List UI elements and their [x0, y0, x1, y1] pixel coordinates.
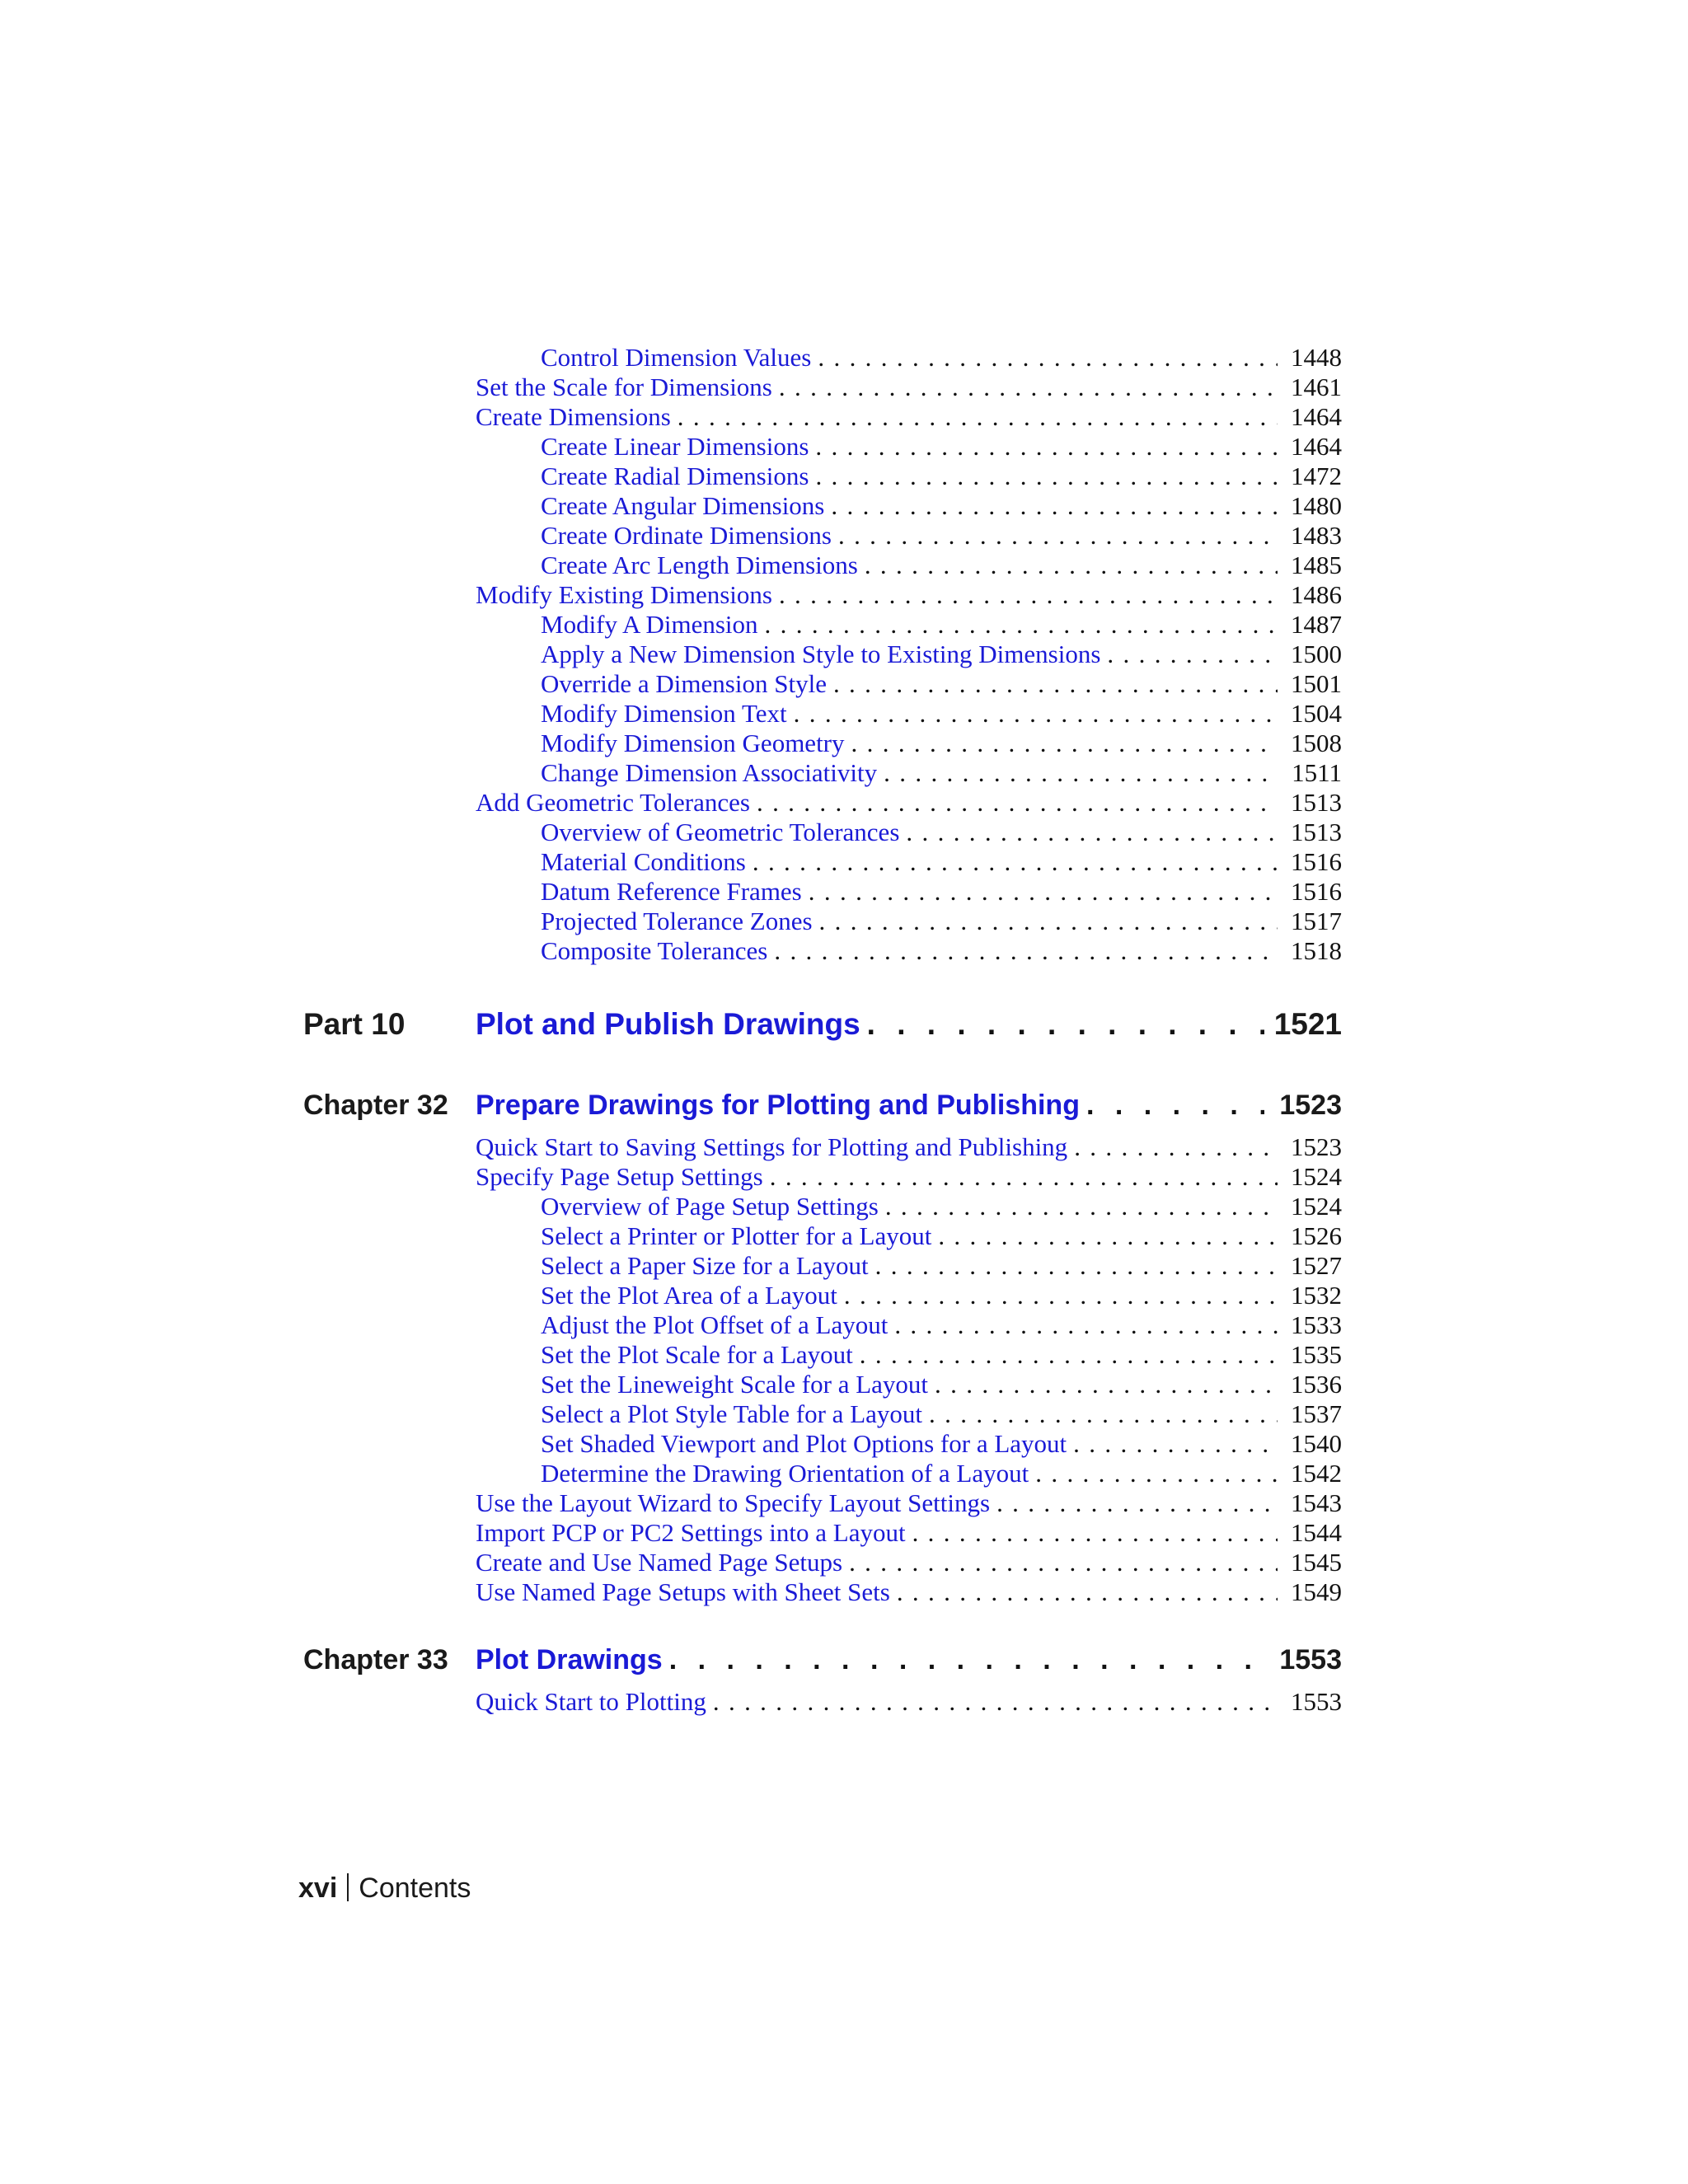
toc-entry[interactable]	[303, 788, 1342, 818]
dot-leader	[1073, 1429, 1278, 1459]
toc-entry-title[interactable]: Projected Tolerance Zones	[541, 907, 813, 935]
toc-entry-page: 1448	[1291, 343, 1342, 372]
footer-label: Contents	[359, 1872, 471, 1904]
chapter-title[interactable]: Prepare Drawings for Plotting and Publishing	[476, 1090, 1080, 1121]
toc-entry[interactable]	[303, 907, 1342, 936]
dot-leader	[809, 877, 1278, 907]
toc-entry[interactable]	[303, 1370, 1342, 1399]
dot-leader	[884, 758, 1278, 788]
toc-entry-page: 1483	[1291, 521, 1342, 550]
dot-leader	[849, 1548, 1278, 1577]
toc-entry[interactable]	[303, 373, 1342, 402]
toc-entry-title[interactable]: Override a Dimension Style	[541, 669, 827, 698]
toc-entry-title[interactable]: Control Dimension Values	[541, 343, 812, 372]
toc-entry-page: 1504	[1291, 699, 1342, 728]
dot-leader	[757, 788, 1278, 818]
toc-entry-title[interactable]: Create and Use Named Page Setups	[476, 1548, 843, 1577]
toc-entry-title[interactable]: Set the Scale for Dimensions	[476, 373, 772, 401]
toc-entry[interactable]	[303, 580, 1342, 610]
toc-entry[interactable]	[303, 1310, 1342, 1340]
toc-entry-page: 1524	[1291, 1162, 1342, 1191]
dot-leader	[753, 847, 1278, 877]
toc-entry[interactable]	[303, 521, 1342, 551]
part-page-number: 1521	[1273, 1007, 1342, 1041]
part-number: Part 10	[303, 1007, 406, 1041]
chapter-number: Chapter 32	[303, 1090, 448, 1121]
chapter-page-number: 1523	[1279, 1090, 1342, 1121]
toc-entry[interactable]	[303, 1162, 1342, 1192]
toc-entry[interactable]	[303, 1459, 1342, 1488]
dot-leader	[1086, 1090, 1264, 1122]
toc-entry-page: 1537	[1291, 1399, 1342, 1428]
toc-entry-title[interactable]: Create Ordinate Dimensions	[541, 521, 832, 550]
toc-entry-page: 1540	[1291, 1429, 1342, 1458]
toc-entry-title[interactable]: Specify Page Setup Settings	[476, 1162, 763, 1191]
dot-leader	[779, 373, 1278, 402]
dot-leader	[831, 491, 1278, 521]
toc-entry-page: 1472	[1291, 462, 1342, 490]
toc-entry-title[interactable]: Overview of Page Setup Settings	[541, 1192, 879, 1221]
toc-section-chapter-33	[303, 1687, 1342, 1717]
toc-entry-page: 1533	[1291, 1310, 1342, 1339]
chapter-32-heading[interactable]	[303, 1090, 1342, 1126]
toc-entry[interactable]	[303, 1132, 1342, 1162]
toc-entry-page: 1501	[1291, 669, 1342, 698]
toc-entry-title[interactable]: Datum Reference Frames	[541, 877, 802, 906]
dot-leader	[765, 610, 1278, 640]
toc-entry-page: 1480	[1291, 491, 1342, 520]
toc-entry-title[interactable]: Apply a New Dimension Style to Existing Dimensions	[541, 640, 1101, 668]
toc-entry-title[interactable]: Import PCP or PC2 Settings into a Layout	[476, 1518, 906, 1547]
dot-leader	[779, 580, 1278, 610]
dot-leader	[815, 432, 1278, 462]
dot-leader	[1107, 640, 1278, 669]
toc-entry-page: 1544	[1291, 1518, 1342, 1547]
toc-entry-title[interactable]: Select a Paper Size for a Layout	[541, 1251, 869, 1280]
dot-leader	[838, 521, 1278, 551]
toc-entry[interactable]	[303, 640, 1342, 669]
toc-entry[interactable]	[303, 669, 1342, 699]
toc-entry-page: 1553	[1291, 1687, 1342, 1716]
toc-entry-page: 1523	[1291, 1132, 1342, 1161]
chapter-title[interactable]: Plot Drawings	[476, 1644, 663, 1675]
toc-entry[interactable]	[303, 847, 1342, 877]
toc-entry-page: 1549	[1291, 1577, 1342, 1606]
toc-entry-page: 1486	[1291, 580, 1342, 609]
toc-entry-page: 1526	[1291, 1221, 1342, 1250]
toc-entry[interactable]	[303, 936, 1342, 966]
toc-entry-title[interactable]: Select a Printer or Plotter for a Layout	[541, 1221, 932, 1250]
dot-leader	[906, 818, 1278, 847]
toc-entry[interactable]	[303, 462, 1342, 491]
toc-entry[interactable]	[303, 1429, 1342, 1459]
dot-leader	[815, 462, 1278, 491]
toc-entry-page: 1511	[1292, 758, 1342, 787]
toc-entry-page: 1513	[1291, 818, 1342, 846]
page-folio: xvi	[298, 1872, 338, 1904]
toc-entry-page: 1516	[1291, 847, 1342, 876]
toc-entry-title[interactable]: Composite Tolerances	[541, 936, 768, 965]
toc-entry[interactable]	[303, 1340, 1342, 1370]
toc-entry-page: 1513	[1291, 788, 1342, 817]
toc-entry-page: 1485	[1291, 551, 1342, 579]
toc-entry[interactable]	[303, 343, 1342, 373]
toc-entry[interactable]	[303, 610, 1342, 640]
toc-entry-title[interactable]: Set the Lineweight Scale for a Layout	[541, 1370, 929, 1399]
toc-entry[interactable]	[303, 1221, 1342, 1251]
toc-entry[interactable]	[303, 551, 1342, 580]
dot-leader	[865, 551, 1278, 580]
toc-entry-title[interactable]: Change Dimension Associativity	[541, 758, 878, 787]
toc-entry-title[interactable]: Modify Dimension Text	[541, 699, 787, 728]
toc-entry-page: 1542	[1291, 1459, 1342, 1488]
toc-entry-page: 1517	[1291, 907, 1342, 935]
dot-leader	[935, 1370, 1278, 1399]
toc-entry[interactable]	[303, 1518, 1342, 1548]
toc-entry-title[interactable]: Create Radial Dimensions	[541, 462, 809, 490]
toc-entry-title[interactable]: Create Arc Length Dimensions	[541, 551, 858, 579]
toc-entry-page: 1516	[1291, 877, 1342, 906]
dot-leader	[851, 729, 1278, 758]
dot-leader	[669, 1644, 1264, 1676]
toc-entry-page: 1532	[1291, 1281, 1342, 1310]
toc-entry[interactable]	[303, 1399, 1342, 1429]
toc-entry-page: 1518	[1291, 936, 1342, 965]
dot-leader	[912, 1518, 1278, 1548]
toc-entry-title[interactable]: Modify Existing Dimensions	[476, 580, 772, 609]
toc-entry-title[interactable]: Create Angular Dimensions	[541, 491, 825, 520]
toc-entry-title[interactable]: Set Shaded Viewport and Plot Options for a Layout	[541, 1429, 1067, 1458]
toc-entry[interactable]	[303, 1251, 1342, 1281]
toc-section-chapter-32	[303, 1132, 1342, 1607]
toc-entry-title[interactable]: Overview of Geometric Tolerances	[541, 818, 900, 846]
toc-entry-title[interactable]: Select a Plot Style Table for a Layout	[541, 1399, 923, 1428]
toc-entry[interactable]	[303, 818, 1342, 847]
toc-entry-title[interactable]: Adjust the Plot Offset of a Layout	[541, 1310, 889, 1339]
toc-section-dimensions	[303, 343, 1342, 966]
toc-entry-page: 1535	[1291, 1340, 1342, 1369]
dot-leader	[794, 699, 1278, 729]
toc-entry-page: 1487	[1291, 610, 1342, 639]
toc-entry[interactable]	[303, 491, 1342, 521]
dot-leader	[678, 402, 1278, 432]
chapter-33-heading[interactable]	[303, 1644, 1342, 1680]
toc-entry-title[interactable]: Create Linear Dimensions	[541, 432, 809, 461]
toc-entry[interactable]	[303, 1577, 1342, 1607]
toc-entry-page: 1508	[1291, 729, 1342, 757]
dot-leader	[996, 1488, 1278, 1518]
toc-entry-title[interactable]: Use the Layout Wizard to Specify Layout Settings	[476, 1488, 991, 1517]
toc-entry[interactable]	[303, 1548, 1342, 1577]
chapter-page-number: 1553	[1279, 1644, 1342, 1675]
toc-entry[interactable]	[303, 1687, 1342, 1717]
dot-leader	[929, 1399, 1278, 1429]
dot-leader	[1074, 1132, 1278, 1162]
toc-entry-page: 1464	[1291, 402, 1342, 431]
toc-entry-page: 1545	[1291, 1548, 1342, 1577]
dot-leader	[818, 343, 1278, 373]
dot-leader	[1035, 1459, 1278, 1488]
toc-entry[interactable]	[303, 699, 1342, 729]
toc-entry[interactable]	[303, 1488, 1342, 1518]
toc-entry-page: 1527	[1291, 1251, 1342, 1280]
toc-entry[interactable]	[303, 729, 1342, 758]
toc-entry-title[interactable]: Set the Plot Scale for a Layout	[541, 1340, 853, 1369]
toc-entry-title[interactable]: Use Named Page Setups with Sheet Sets	[476, 1577, 890, 1606]
dot-leader	[833, 669, 1278, 699]
toc-entry-title[interactable]: Set the Plot Area of a Layout	[541, 1281, 837, 1310]
part-heading[interactable]	[303, 1007, 1342, 1048]
toc-entry[interactable]	[303, 402, 1342, 432]
toc-entry-title[interactable]: Determine the Drawing Orientation of a Layout	[541, 1459, 1029, 1488]
toc-entry-page: 1464	[1291, 432, 1342, 461]
toc-entry[interactable]	[303, 1192, 1342, 1221]
dot-leader	[844, 1281, 1278, 1310]
toc-entry-page: 1543	[1291, 1488, 1342, 1517]
toc-entry-title[interactable]: Material Conditions	[541, 847, 746, 876]
dot-leader	[860, 1340, 1278, 1370]
toc-entry-page: 1500	[1291, 640, 1342, 668]
dot-leader	[938, 1221, 1278, 1251]
toc-entry-title[interactable]: Quick Start to Plotting	[476, 1687, 706, 1716]
dot-leader	[867, 1007, 1264, 1042]
dot-leader	[774, 936, 1278, 966]
chapter-number: Chapter 33	[303, 1644, 448, 1675]
toc-entry[interactable]	[303, 432, 1342, 462]
toc-entry-page: 1461	[1291, 373, 1342, 401]
dot-leader	[819, 907, 1278, 936]
toc-entry-page: 1524	[1291, 1192, 1342, 1221]
dot-leader	[713, 1687, 1278, 1717]
dot-leader	[885, 1192, 1278, 1221]
toc-entry[interactable]	[303, 1281, 1342, 1310]
toc-entry-title[interactable]: Create Dimensions	[476, 402, 671, 431]
toc-entry-title[interactable]: Modify Dimension Geometry	[541, 729, 845, 757]
dot-leader	[894, 1310, 1278, 1340]
page-footer	[298, 1872, 471, 1905]
dot-leader	[770, 1162, 1278, 1192]
toc-entry-page: 1536	[1291, 1370, 1342, 1399]
footer-divider	[347, 1873, 349, 1901]
toc-entry-title[interactable]: Add Geometric Tolerances	[476, 788, 750, 817]
toc-entry-title[interactable]: Quick Start to Saving Settings for Plotting and Publishing	[476, 1132, 1068, 1161]
dot-leader	[897, 1577, 1278, 1607]
toc-entry[interactable]	[303, 877, 1342, 907]
toc-entry[interactable]	[303, 758, 1342, 788]
dot-leader	[875, 1251, 1278, 1281]
toc-entry-title[interactable]: Modify A Dimension	[541, 610, 758, 639]
part-title[interactable]: Plot and Publish Drawings	[476, 1007, 860, 1041]
